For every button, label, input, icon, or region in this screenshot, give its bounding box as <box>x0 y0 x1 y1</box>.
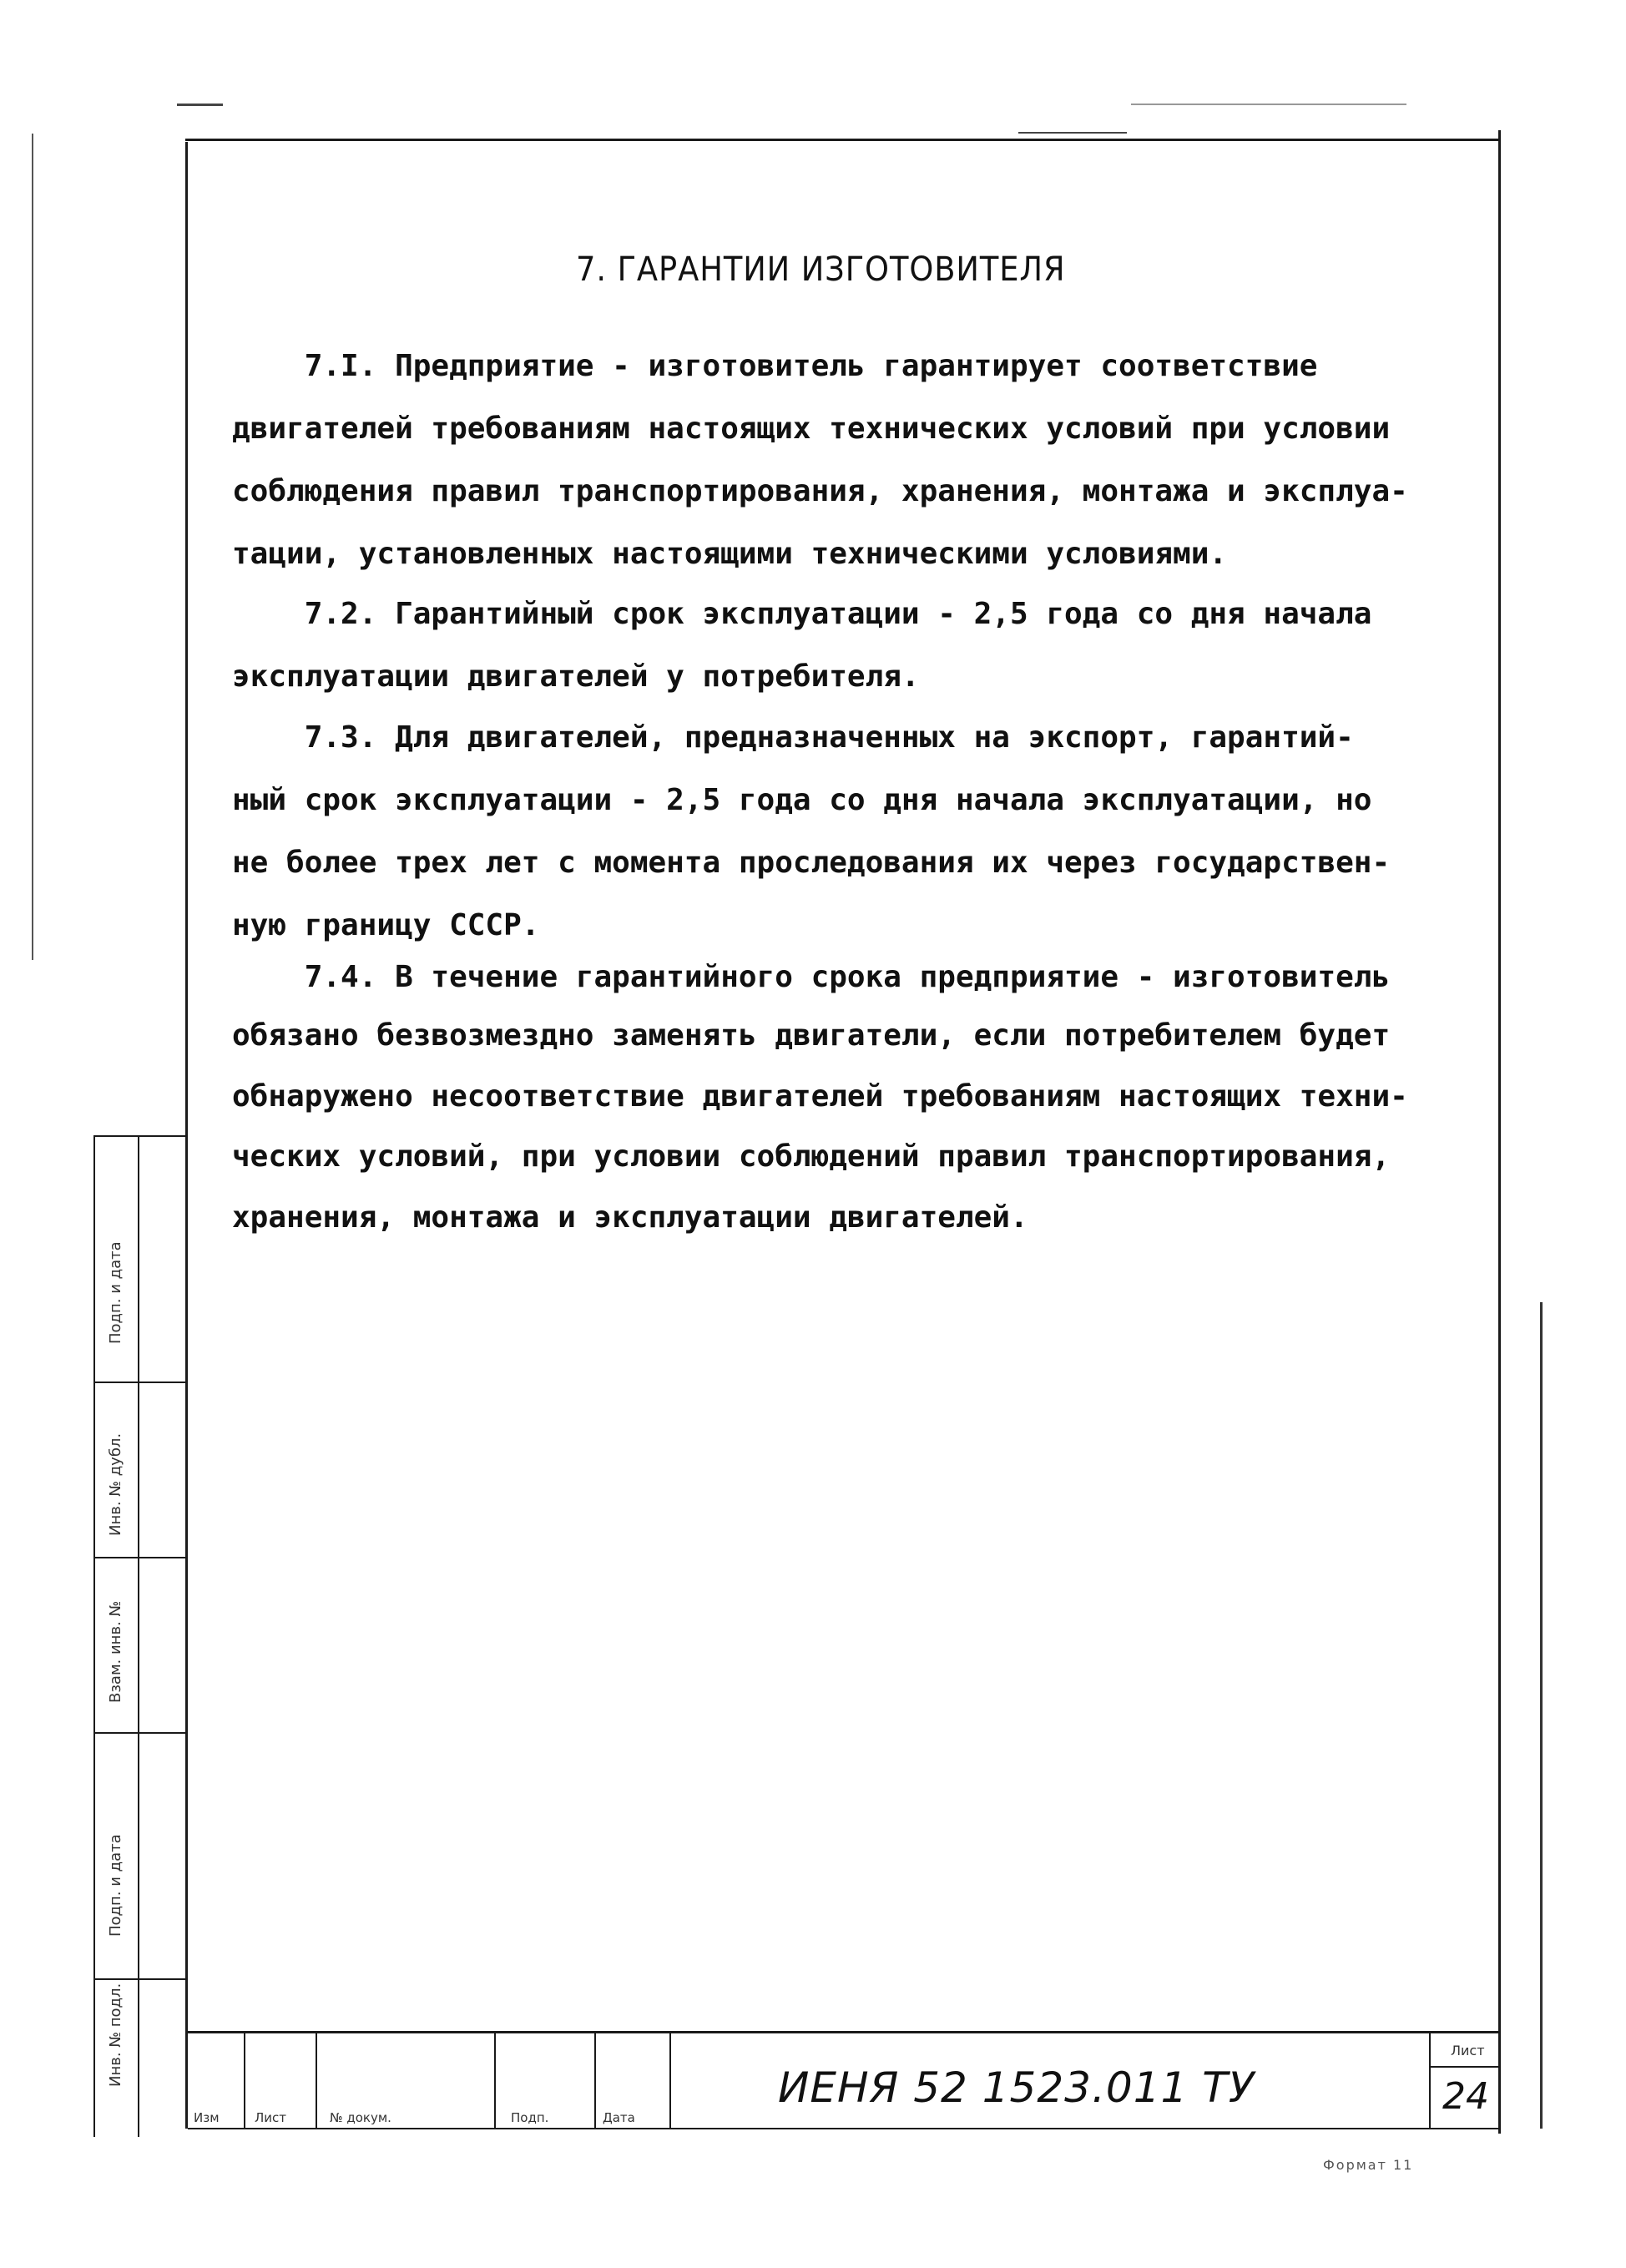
stamp-divider <box>93 1557 185 1558</box>
text-line: соблюдения правил транспортирования, хранения, монтажа и эксплуа- <box>232 474 1408 508</box>
margin-line-left <box>32 134 33 960</box>
stamp-divider <box>93 1978 185 1980</box>
column-label: № докум. <box>330 2110 391 2125</box>
title-block-col <box>494 2031 496 2129</box>
stamp-divider <box>93 1732 185 1734</box>
stamp-inner-left <box>138 1135 139 2137</box>
text-line: не более трех лет с момента проследования их через государствен- <box>232 846 1391 880</box>
format-label: Формат 11 <box>1323 2157 1414 2173</box>
frame-left <box>185 142 188 2129</box>
sheet-label: Лист <box>1451 2043 1485 2058</box>
stamp-label: Взам. инв. № <box>107 1600 124 1703</box>
column-label: Подп. <box>511 2110 549 2125</box>
scan-mark-top-far <box>1131 104 1406 105</box>
title-block-col <box>244 2031 245 2129</box>
title-block-row <box>1429 2066 1498 2068</box>
text-line: эксплуатации двигателей у потребителя. <box>232 659 920 694</box>
text-line: 7.4. В течение гарантийного срока предприятие - изготовитель <box>232 960 1391 994</box>
text-line: двигателей требованиям настоящих технических условий при условии <box>232 412 1391 446</box>
text-line: 7.2. Гарантийный срок эксплуатации - 2,5 года со дня начала <box>232 597 1372 631</box>
title-block-col <box>669 2031 671 2129</box>
frame-top <box>185 139 1498 141</box>
document-code: ИЕНЯ 52 1523.011 ТУ <box>778 2063 1255 2112</box>
text-line: 7.I. Предприятие - изготовитель гарантирует соответствие <box>232 349 1318 383</box>
frame-bottom <box>188 2128 1498 2129</box>
stamp-label: Подп. и дата <box>107 1834 124 1937</box>
stamp-top <box>93 1135 185 1137</box>
scan-mark-top-left <box>177 104 223 106</box>
stamp-label: Инв. № подл. <box>107 1983 124 2087</box>
title-block-col <box>594 2031 596 2129</box>
title-block-top <box>185 2031 1498 2033</box>
margin-line-right <box>1540 1302 1543 2129</box>
title-block-col <box>316 2031 317 2129</box>
stamp-label: Инв. № дубл. <box>107 1432 124 1536</box>
frame-right <box>1498 130 1501 2134</box>
text-line: 7.3. Для двигателей, предназначенных на экспорт, гарантий- <box>232 720 1354 755</box>
text-line: ный срок эксплуатации - 2,5 года со дня начала эксплуатации, но <box>232 783 1372 817</box>
text-line: ческих условий, при условии соблюдений правил транспортирования, <box>232 1139 1391 1174</box>
column-label: Дата <box>603 2110 635 2125</box>
sheet-number: 24 <box>1442 2075 1489 2118</box>
section-heading: 7. ГАРАНТИИ ИЗГОТОВИТЕЛЯ <box>576 250 1066 289</box>
text-line: обнаружено несоответствие двигателей требованиям настоящих техни- <box>232 1079 1408 1114</box>
column-label: Лист <box>255 2110 287 2125</box>
text-line: хранения, монтажа и эксплуатации двигателей. <box>232 1200 1028 1235</box>
column-label: Изм <box>194 2110 220 2125</box>
scan-mark-top-right <box>1018 132 1127 134</box>
stamp-outer-left <box>93 1135 95 2137</box>
stamp-label: Подп. и дата <box>107 1241 124 1344</box>
text-line: обязано безвозмездно заменять двигатели, если потребителем будет <box>232 1018 1391 1053</box>
text-line: ную границу СССР. <box>232 908 540 942</box>
title-block-col <box>1429 2031 1431 2129</box>
stamp-divider <box>93 1382 185 1383</box>
text-line: тации, установленных настоящими техническими условиями. <box>232 537 1228 571</box>
